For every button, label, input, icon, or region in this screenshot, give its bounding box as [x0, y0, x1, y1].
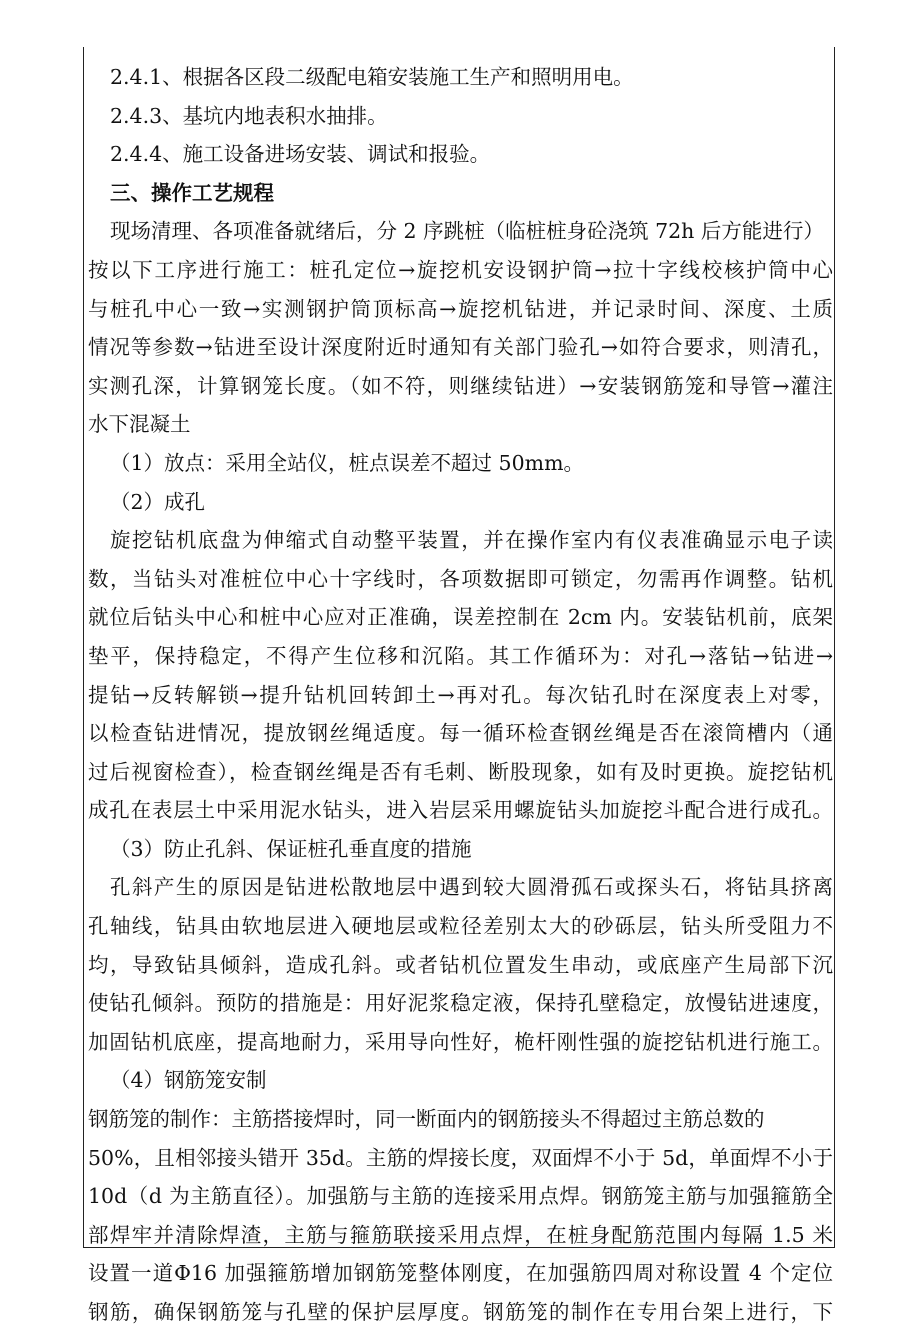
paragraph-line: 现场清理、各项准备就绪后，分 2 序跳桩（临桩桩身砼浇筑 72h 后方能进行） — [110, 219, 824, 244]
paragraph-line: 2.4.4、施工设备进场安装、调试和报验。 — [110, 142, 491, 167]
paragraph-line: 使钻孔倾斜。预防的措施是：用好泥浆稳定液，保持孔壁稳定，放慢钻进速度， — [88, 991, 833, 1016]
paragraph-line: 设置一道Φ16 加强箍筋增加钢筋笼整体刚度，在加强筋四周对称设置 4 个定位 — [88, 1261, 833, 1286]
paragraph-line: 数，当钻头对准桩位中心十字线时，各项数据即可锁定，勿需再作调整。钻机 — [88, 566, 833, 591]
paragraph-line: 与桩孔中心一致→实测钢护筒顶标高→旋挖机钻进，并记录时间、深度、土质 — [88, 296, 833, 321]
paragraph-line: 孔轴线，钻具由软地层进入硬地层或粒径差别太大的砂砾层，钻头所受阻力不 — [88, 914, 833, 939]
paragraph-line: 加固钻机底座，提高地耐力，采用导向性好，桅杆刚性强的旋挖钻机进行施工。 — [88, 1029, 833, 1054]
paragraph-line: 提钻→反转解锁→提升钻机回转卸土→再对孔。每次钻孔时在深度表上对零， — [88, 682, 833, 707]
paragraph-line: 情况等参数→钻进至设计深度附近时通知有关部门验孔→如符合要求，则清孔， — [88, 335, 833, 360]
paragraph-line: 成孔在表层土中采用泥水钻头，进入岩层采用螺旋钻头加旋挖斗配合进行成孔。 — [88, 798, 833, 823]
paragraph-line: 就位后钻头中心和桩中心应对正准确，误差控制在 2cm 内。安装钻机前，底架 — [88, 605, 833, 630]
document-body — [88, 58, 833, 1332]
paragraph-line: 孔斜产生的原因是钻进松散地层中遇到较大圆滑孤石或探头石，将钻具挤离 — [110, 875, 833, 900]
paragraph-line: 10d（d 为主筋直径）。加强筋与主筋的连接采用点焊。钢筋笼主筋与加强箍筋全 — [88, 1184, 833, 1209]
paragraph-line: 过后视窗检查），检查钢丝绳是否有毛刺、断股现象，如有及时更换。旋挖钻机 — [88, 759, 833, 784]
paragraph-line: 实测孔深，计算钢笼长度。（如不符，则继续钻进）→安装钢筋笼和导管→灌注 — [88, 373, 833, 398]
paragraph-line: （1）放点：采用全站仪，桩点误差不超过 50mm。 — [110, 450, 585, 475]
paragraph-line: 钢筋，确保钢筋笼与孔壁的保护层厚度。钢筋笼的制作在专用台架上进行，下 — [88, 1300, 833, 1324]
paragraph-line: （3）防止孔斜、保证桩孔垂直度的措施 — [110, 836, 472, 861]
paragraph-line: 2.4.3、基坑内地表积水抽排。 — [110, 103, 388, 128]
paragraph-line: （2）成孔 — [110, 489, 206, 514]
section-heading: 三、操作工艺规程 — [110, 180, 274, 205]
paragraph-line: 2.4.1、根据各区段二级配电箱安装施工生产和照明用电。 — [110, 65, 634, 89]
paragraph-line: 钢筋笼的制作：主筋搭接焊时，同一断面内的钢筋接头不得超过主筋总数的 — [88, 1107, 765, 1132]
paragraph-line: 水下混凝土 — [88, 412, 191, 437]
paragraph-line: 以检查钻进情况，提放钢丝绳适度。每一循环检查钢丝绳是否在滚筒槽内（通 — [88, 721, 833, 746]
paragraph-line: （4）钢筋笼安制 — [110, 1068, 267, 1093]
paragraph-line: 均，导致钻具倾斜，造成孔斜。或者钻机位置发生串动，或底座产生局部下沉 — [88, 952, 833, 977]
paragraph-line: 按以下工序进行施工：桩孔定位→旋挖机安设钢护筒→拉十字线校核护筒中心 — [88, 257, 833, 282]
paragraph-line: 部焊牢并清除焊渣，主筋与箍筋联接采用点焊，在桩身配筋范围内每隔 1.5 米 — [88, 1222, 833, 1247]
paragraph-line: 垫平，保持稳定，不得产生位移和沉陷。其工作循环为：对孔→落钻→钻进→ — [88, 643, 833, 668]
paragraph-line: 50%，且相邻接头错开 35d。主筋的焊接长度，双面焊不小于 5d，单面焊不小于 — [88, 1145, 833, 1170]
paragraph-line: 旋挖钻机底盘为伸缩式自动整平装置，并在操作室内有仪表准确显示电子读 — [110, 528, 833, 553]
